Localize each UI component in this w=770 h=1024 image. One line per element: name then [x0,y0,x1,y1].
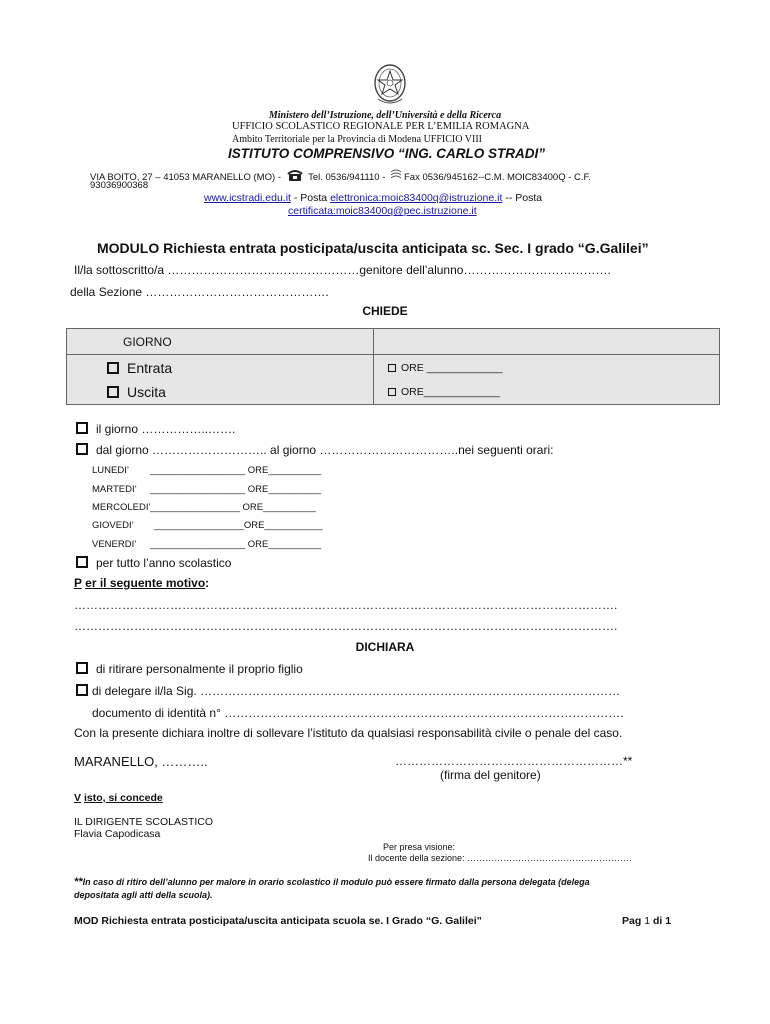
schedule-day: GIOVEDI’ [92,520,134,531]
option-delegare[interactable] [76,684,620,698]
dirigente-name: Flavia Capodicasa [74,828,161,840]
checkbox-icon[interactable] [107,386,119,398]
motivo-heading [74,576,209,590]
fax-text: Fax 0536/945162--C.M. MOIC83400Q - C.F. [404,172,591,183]
checkbox-icon[interactable] [76,662,88,674]
signature-label: (firma del genitore) [440,768,541,782]
parent-line: Il/la sottoscritto/a …………………………………………genitore dell’alunno………………………………. [74,263,611,277]
visto-v: V [74,792,82,804]
entrata-option[interactable] [107,356,373,380]
col-giorno-header: GIORNO [67,329,374,355]
footer-di: di [652,915,663,927]
pec-link[interactable]: certificata:moic83400q@pec.istruzione.it [288,205,477,217]
footnote [74,876,590,902]
schedule-line[interactable]: __________________ ORE__________ [150,484,322,495]
uscita-option[interactable] [107,380,373,404]
checkbox-icon[interactable] [76,422,88,434]
option-tutto-anno[interactable] [76,556,231,570]
tel-text: Tel. 0536/941110 - [308,172,386,183]
footnote-line-1 [74,876,590,889]
ore-entrata-field[interactable] [388,356,719,380]
col-ore-header [374,329,720,355]
documento-line[interactable]: documento di identità n° ………………………………………………………………………………………. [92,706,624,720]
footnote-line-2: depositata agli atti della scuola). [74,890,213,900]
cf-number: 93036900368 [90,180,149,191]
schedule-day: LUNEDI’ [92,465,129,476]
presa-visione: Per presa visione: [383,842,456,852]
territorial-line: Ambito Territoriale per la Provincia di Modena UFFICIO VIII [232,134,482,145]
section-line: della Sezione ………………………………………. [70,285,329,299]
tutto-anno-label: per tutto l’anno scolastico [96,556,232,570]
uscita-label: Uscita [127,383,166,400]
visto-heading [74,792,163,804]
checkbox-icon[interactable] [388,364,396,372]
option-il-giorno[interactable] [76,422,235,436]
motivo-dots-2[interactable]: ………………………………………………………………………………………………………………………. [74,619,618,633]
italian-republic-emblem-icon [372,61,408,107]
motivo-p: P [74,576,82,590]
posta-sep: - Posta [290,192,331,204]
schedule-row-mercoledi [92,502,316,513]
il-giorno-label: il giorno ……………..……. [96,422,236,436]
entrata-uscita-cell [67,355,374,405]
option-dal-giorno[interactable] [76,443,553,457]
option-ritirare[interactable] [76,662,303,676]
checkbox-icon[interactable] [76,443,88,455]
schedule-row-martedi [92,484,321,495]
footer-page [622,915,671,927]
footer-total: 1 [665,915,672,927]
signature-line[interactable]: …………………………………………………** [395,754,633,768]
motivo-colon: : [205,576,210,590]
place-date[interactable]: MARANELLO, ……….. [74,754,208,769]
pec-line [288,205,477,217]
schedule-line[interactable]: __________________ ORE__________ [150,465,322,476]
motivo-rest: er il seguente motivo [85,576,206,590]
checkbox-icon[interactable] [76,556,88,568]
footnote-mark: ** [74,876,83,888]
footer-pag: Pag [622,915,642,927]
ministry-line: Ministero dell’Istruzione, dell’Università e della Ricerca [268,110,502,121]
dichiara-heading: DICHIARA [355,640,415,654]
fax-icon [389,168,403,180]
ritirare-label: di ritirare personalmente il proprio figlio [96,662,303,676]
schedule-day: MARTEDI’ [92,484,137,495]
entrata-label: Entrata [127,359,173,376]
delegare-label: di delegare il/la Sig. …………………………………………………………………………………………… [92,684,621,698]
office-line: UFFICIO SCOLASTICO REGIONALE PER L’EMILIA ROMAGNA [232,121,530,132]
address-text: VIA BOITO, 27 – 41053 MARANELLO (MO) - [90,172,281,183]
motivo-dots-1[interactable]: ………………………………………………………………………………………………………………………. [74,598,618,612]
schedule-row-venerdi [92,539,321,550]
footer-page-num: 1 [644,915,651,927]
chiede-heading: CHIEDE [362,304,408,318]
telephone-icon [287,169,303,181]
visto-rest: isto, si concede [83,792,163,804]
dal-giorno-label: dal giorno ……………………….. al giorno ……………………………..nei seguenti orari: [96,443,554,457]
docente-line[interactable]: Il docente della sezione: ………………………………………………. [368,853,632,863]
checkbox-icon[interactable] [388,388,396,396]
checkbox-icon[interactable] [76,684,88,696]
request-table [66,328,720,405]
email-link[interactable]: elettronica:moic83400q@istruzione.it [330,192,503,204]
solleva-line: Con la presente dichiara inoltre di sollevare l’istituto da qualsiasi responsabilità civile o penale del caso. [74,726,623,740]
form-title: MODULO Richiesta entrata posticipata/uscita anticipata sc. Sec. I grado “G.Galilei” [97,240,649,256]
schedule-day: MERCOLEDI’ [92,502,151,513]
website-link[interactable]: www.icstradi.edu.it [204,192,291,204]
schedule-day: VENERDI’ [92,539,137,550]
ore-uscita-label: ORE_____________ [401,385,500,398]
schedule-line[interactable]: __________________ ORE__________ [150,539,322,550]
address-line [90,168,591,183]
schedule-row-giovedi [92,520,323,531]
schedule-line[interactable]: _________________ ORE__________ [150,502,316,513]
schedule-line[interactable]: _________________ORE___________ [154,520,323,531]
footnote-text-1: In caso di ritiro dell’alunno per malore in orario scolastico il modulo può essere firmato dalla persona delegata (delega [82,877,590,887]
schedule-row-lunedi [92,465,321,476]
posta-sep2: -- Posta [502,192,543,204]
footer-left: MOD Richiesta entrata posticipata/uscita anticipata scuola se. I Grado “G. Galilei” [74,915,482,927]
checkbox-icon[interactable] [107,362,119,374]
contacts-line [204,192,542,204]
dirigente-title: IL DIRIGENTE SCOLASTICO [74,816,214,828]
ore-cell [374,355,720,405]
ore-entrata-label: ORE _____________ [401,361,503,374]
ore-uscita-field[interactable] [388,380,719,404]
school-name: ISTITUTO COMPRENSIVO “ING. CARLO STRADI” [228,146,546,161]
